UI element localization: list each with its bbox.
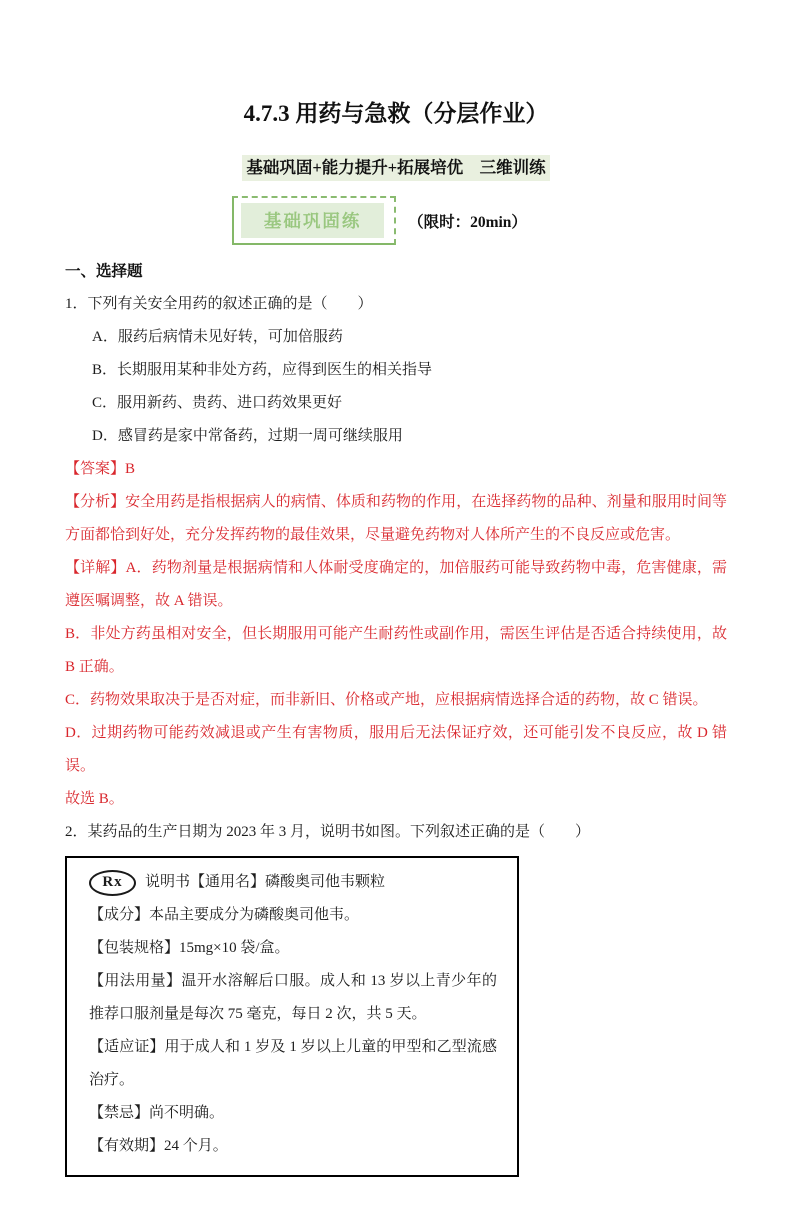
section-heading: 一、选择题 bbox=[65, 263, 143, 280]
leaflet-dosage-line: 【用法用量】温开水溶解后口服。成人和 13 岁以上青少年的推荐口服剂量是每次 75 毫克，每日 2 次，共 5 天。 bbox=[89, 973, 497, 1022]
question-1-option-a: A．服药后病情未见好转，可加倍服药 bbox=[92, 329, 343, 345]
leaflet-indications-line: 【适应证】用于成人和 1 岁及 1 岁以上儿童的甲型和乙型流感治疗。 bbox=[89, 1039, 497, 1088]
rx-prescription-icon: Rx bbox=[89, 870, 136, 896]
question-1-option-d: D．感冒药是家中常备药，过期一周可继续服用 bbox=[92, 428, 403, 444]
basic-practice-badge bbox=[241, 203, 384, 238]
time-limit-label: （限时：20min） bbox=[408, 213, 527, 231]
leaflet-contraindications-line: 【禁忌】尚不明确。 bbox=[89, 1105, 225, 1121]
worksheet-page bbox=[0, 98, 793, 1220]
detail-d-paragraph: D．过期药物可能药效减退或产生有害物质，服用后无法保证疗效，还可能引发不良反应，故 D 错误。 bbox=[65, 725, 727, 774]
detail-b-paragraph: B．非处方药虽相对安全，但长期服用可能产生耐药性或副作用，需医生评估是否适合持续使用，故 B 正确。 bbox=[65, 626, 727, 675]
leaflet-generic-name-text: 说明书【通用名】磷酸奥司他韦颗粒 bbox=[145, 874, 386, 890]
page-content bbox=[0, 98, 793, 1177]
question-1-stem: 1．下列有关安全用药的叙述正确的是（ ） bbox=[65, 296, 373, 312]
detail-c-paragraph: C．药物效果取决于是否对症，而非新旧、价格或产地，应根据病情选择合适的药物，故 C 错误。 bbox=[65, 692, 708, 708]
subtitle-highlight: 基础巩固+能力提升+拓展培优 三维训练 bbox=[242, 155, 549, 181]
conclusion-line: 故选 B。 bbox=[65, 791, 124, 807]
question-1-option-b: B．长期服用某种非处方药，应得到医生的相关指导 bbox=[92, 362, 433, 378]
detail-a-paragraph: 【详解】A．药物剂量是根据病情和人体耐受度确定的，加倍服药可能导致药物中毒，危害健康，需遵医嘱调整，故 A 错误。 bbox=[65, 560, 727, 609]
leaflet-package-spec-line: 【包装规格】15mg×10 袋/盒。 bbox=[89, 940, 290, 956]
page-title: 4.7.3 用药与急救（分层作业） bbox=[243, 101, 549, 126]
subtitle-row bbox=[65, 155, 727, 181]
question-2-stem: 2．某药品的生产日期为 2023 年 3 月，说明书如图。下列叙述正确的是（ ） bbox=[65, 824, 591, 840]
answer-line: 【答案】B bbox=[65, 461, 136, 477]
drug-instruction-leaflet bbox=[65, 856, 519, 1177]
analysis-paragraph: 【分析】安全用药是指根据病人的病情、体质和药物的作用，在选择药物的品种、剂量和服用时间等方面都恰到好处，充分发挥药物的最佳效果，尽量避免药物对人体所产生的不良反应或危害。 bbox=[65, 494, 727, 543]
badge-label: 基础巩固练 bbox=[241, 203, 384, 238]
leaflet-ingredients-line: 【成分】本品主要成分为磷酸奥司他韦。 bbox=[89, 907, 360, 923]
leaflet-generic-name-line bbox=[89, 866, 497, 899]
question-1-option-c: C．服用新药、贵药、进口药效果更好 bbox=[92, 395, 343, 411]
badge-row bbox=[53, 203, 715, 238]
leaflet-validity-line: 【有效期】24 个月。 bbox=[89, 1138, 228, 1154]
